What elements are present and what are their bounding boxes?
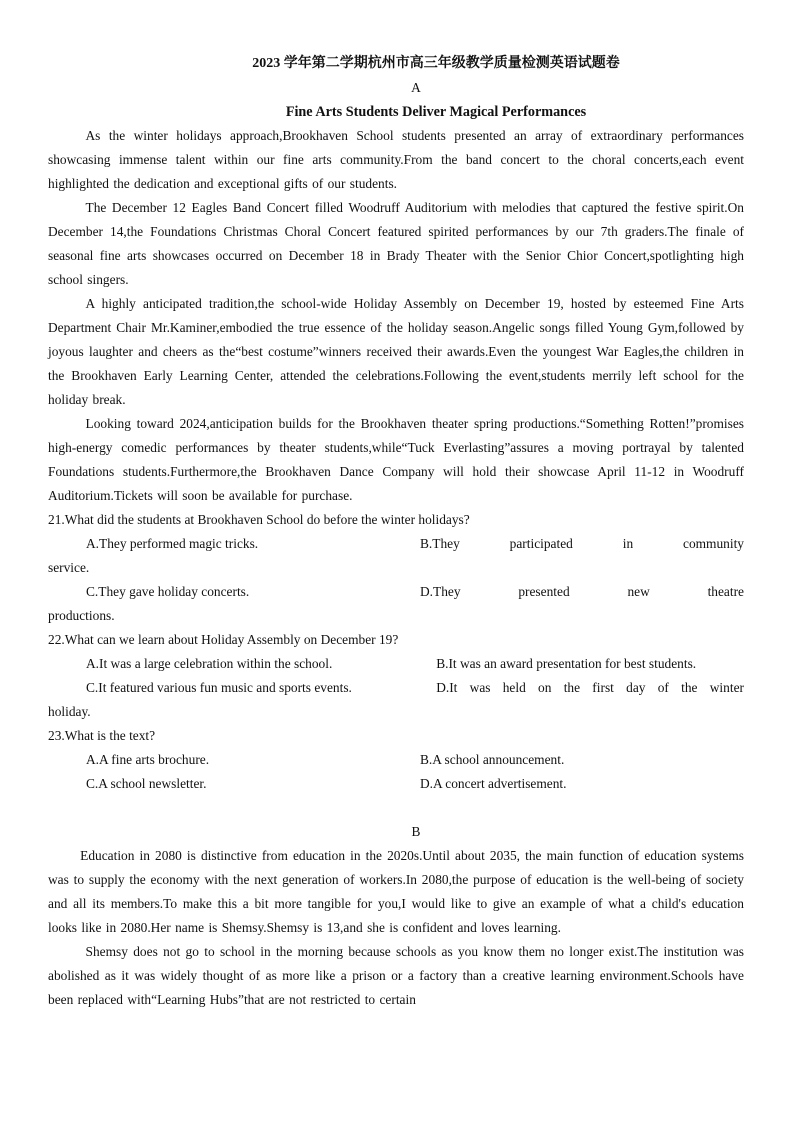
question-21-stem: 21.What did the students at Brookhaven School do before the winter holidays? bbox=[48, 512, 470, 527]
option-d: D.They presented new theatre bbox=[420, 584, 744, 599]
exam-page bbox=[48, 52, 744, 1012]
question-23-stem: 23.What is the text? bbox=[48, 728, 156, 743]
passage-a-paragraph: A highly anticipated tradition,the school-wide Holiday Assembly on December 19, hosted by esteemed Fine Arts Department Chair Mr.Kaminer,embodied the true essence of the holiday season.Angelic songs filled Young Gym,followed by joyous laughter and cheers as the“best costume”winners received their awards.Even the youngest War Eagles,the children in the Brookhaven Early Learning Center, attended the celebrations.Following the event,students merrily left school for the holiday break. bbox=[48, 296, 744, 407]
passage-b-paragraph: Shemsy does not go to school in the morning because schools as you know them no longer exist.The institution was abolished as it was widely thought of as more like a prison or a factory than a creative learning environment.Schools have been replaced with“Learning Hubs”that are not restricted to certain bbox=[48, 944, 744, 1007]
option-a: A.They performed magic tricks. bbox=[86, 536, 259, 551]
option-b: B.It was an award presentation for best students. bbox=[436, 656, 697, 671]
passage-a-paragraph: The December 12 Eagles Band Concert filled Woodruff Auditorium with melodies that captured the festive spirit.On December 14,the Foundations Christmas Choral Concert featured spirited performances by our 7th graders.The finale of seasonal fine arts showcases occurred on December 18 in Brady Theater with the Senior Chior Concert,spotlighting high school singers. bbox=[48, 200, 744, 287]
option-c: C.It featured various fun music and sports events. bbox=[86, 680, 352, 695]
passage-b-paragraph: Education in 2080 is distinctive from education in the 2020s.Until about 2035, the main function of education systems was to supply the economy with the next generation of workers.In 2080,the purpose of education is the well-being of society and all its members.To make this a bit more tangible for you,I would like to give an example of what a child's education looks like in 2080.Her name is Shemsy.Shemsy is 13,and she is confident and loves learning. bbox=[48, 848, 744, 935]
question-21-options bbox=[48, 532, 744, 556]
option-a: A.A fine arts brochure. bbox=[86, 752, 210, 767]
passage-a-paragraph: Looking toward 2024,anticipation builds for the Brookhaven theater spring productions.“Something Rotten!”promises high-energy comedic performances by theater students,while“Tuck Everlasting”assures a moving portrayal by talented Foundations students.Furthermore,the Brookhaven Dance Company will hold their showcase April 11-12 in Woodruff Auditorium.Tickets will soon be available for purchase. bbox=[48, 416, 744, 503]
option-b: B.A school announcement. bbox=[420, 752, 565, 767]
question-22-stem: 22.What can we learn about Holiday Assembly on December 19? bbox=[48, 632, 399, 647]
passage-a-paragraph: As the winter holidays approach,Brookhaven School students presented an array of extraordinary performances showcasing immense talent within our fine arts community.From the band concert to the choral concerts,each event highlighted the dedication and exceptional gifts of our students. bbox=[48, 128, 744, 191]
option-b-continued: service. bbox=[48, 560, 90, 575]
exam-title: 2023 学年第二学期杭州市高三年级教学质量检测英语试题卷 bbox=[252, 56, 620, 71]
option-d-continued: productions. bbox=[48, 608, 115, 623]
option-b: B.They participated in community bbox=[420, 536, 744, 551]
question-23-options-row2 bbox=[48, 772, 744, 796]
question-22-options bbox=[48, 652, 744, 676]
section-b-letter: B bbox=[411, 824, 421, 839]
option-d-continued: holiday. bbox=[48, 704, 91, 719]
option-d: D.A concert advertisement. bbox=[420, 776, 567, 791]
passage-a-headline: Fine Arts Students Deliver Magical Performances bbox=[285, 104, 587, 120]
option-c: C.A school newsletter. bbox=[86, 776, 207, 791]
question-23-options bbox=[48, 748, 744, 772]
option-d: D.It was held on the first day of the winter bbox=[436, 680, 744, 695]
section-divider-space bbox=[48, 796, 744, 820]
question-22-options-row2 bbox=[48, 676, 744, 700]
section-a-letter: A bbox=[411, 80, 421, 95]
question-21-options-row2 bbox=[48, 580, 744, 604]
option-a: A.It was a large celebration within the school. bbox=[86, 656, 333, 671]
option-c: C.They gave holiday concerts. bbox=[86, 584, 250, 599]
